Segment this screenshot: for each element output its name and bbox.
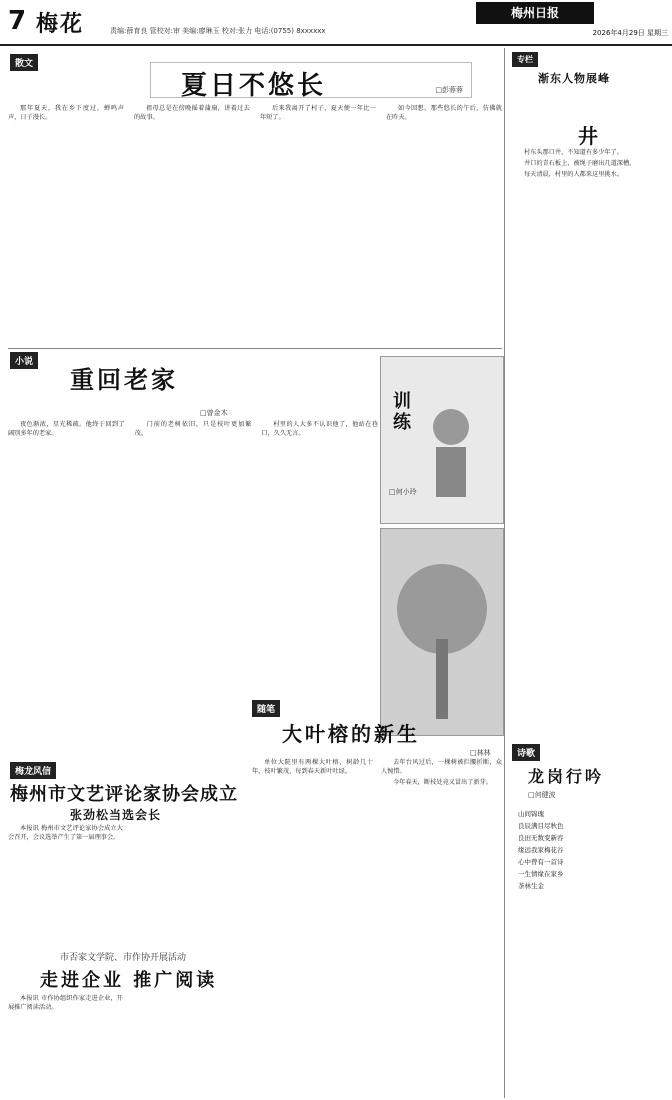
essay-author: □彭蓉蓉 xyxy=(435,86,463,94)
essay-tag: 散文 xyxy=(10,54,38,71)
picture-author: □何小玲 xyxy=(389,488,417,496)
masthead xyxy=(0,0,672,46)
essay2-title: 大叶榕的新生 xyxy=(282,722,420,746)
story-tag: 小说 xyxy=(10,352,38,369)
essay-body: 那年夏天，我在乡下度过，蝉鸣声声，日子漫长。 祖母总是在傍晚摇着蒲扇，讲着过去的故事。 后来我离开了村子，夏天便一年比一年短了。 如今回想，那些悠长的午后，仿佛就在昨天。 xyxy=(8,105,502,122)
story-title-well: 井 xyxy=(578,124,601,148)
dateline: 2026年4月29日 星期三 xyxy=(592,29,668,37)
training-illustration-icon xyxy=(381,357,503,523)
story-body: 夜色渐浓，星光稀疏。他终于回到了阔别多年的老家。 门前的老树依旧，只是枝叶更加繁茂。 村里的人大多不认识他了，他站在巷口，久久无言。 xyxy=(8,421,378,438)
well-body: 村东头那口井，不知道有多少年了。 井口的青石板上，被绳子磨出几道深槽。 每天清晨，村里的人都来这里挑水。 xyxy=(524,149,636,179)
sidebar xyxy=(508,48,670,1098)
poem-line: 良辰满目尽秋色 xyxy=(518,822,564,830)
photo xyxy=(380,528,504,736)
page-number: 7 xyxy=(8,6,27,36)
divider xyxy=(8,348,502,349)
news-tag: 梅龙风信 xyxy=(10,762,56,779)
credits: 责编:薛育良 管校对:审 美编:廖琳玉 校对:张力 电话:(0755) 8xxxxxx xyxy=(110,27,326,35)
news2-kicker: 市否家文学院、市作协开展活动 xyxy=(60,953,187,963)
essay-title-box xyxy=(150,62,472,101)
column-divider xyxy=(504,48,505,1098)
brand-logo: 梅州日报 xyxy=(476,2,594,24)
poem-author: □何健波 xyxy=(528,791,556,799)
essay2-tag: 随笔 xyxy=(252,700,280,717)
poem-line: 山间锦瑰 xyxy=(518,810,544,818)
section-name: 梅花 xyxy=(36,11,85,37)
poetry-tag: 诗歌 xyxy=(512,744,540,761)
picture-title: 训练 xyxy=(390,391,411,433)
news2-body: 本报讯 市作协组织作家走进企业，开展推广阅读活动。 xyxy=(8,995,123,1012)
poem-line: 茶林生金 xyxy=(518,882,544,890)
news1-headline: 梅州市文艺评论家协会成立 xyxy=(10,784,238,805)
poem-title: 龙岗行吟 xyxy=(528,767,605,786)
column-tag: 专栏 xyxy=(512,52,538,67)
poem-line: 缘远我家梅花谷 xyxy=(518,846,564,854)
story-author: □曾金木 xyxy=(200,409,228,417)
column-name: 渐东人物展峰 xyxy=(538,72,610,85)
news1-subhead: 张劲松当选会长 xyxy=(70,808,162,822)
story-title: 重回老家 xyxy=(70,365,178,394)
poem-line: 心中曾有一首诗 xyxy=(518,858,564,866)
essay-title: 夏日不悠长 xyxy=(181,71,327,101)
poem-line: 一生情缘在家乡 xyxy=(518,870,564,878)
essay2-body: 单位大院里有两棵大叶榕，树龄几十年，枝叶繁茂，每到春天新叶吐绿。 去年台风过后，一棵树被拦腰折断，众人惋惜。 今年春天，断枝处竟又冒出了新芽。 xyxy=(252,759,502,787)
news1-body: 本报讯 梅州市文艺评论家协会成立大会召开，会议选举产生了第一届理事会。 xyxy=(8,825,123,842)
illustration xyxy=(380,356,504,524)
essay2-author: □林林 xyxy=(470,749,491,757)
poem-line: 良田无数变新容 xyxy=(518,834,564,842)
banyan-photo-icon xyxy=(381,529,503,735)
news2-headline: 走进企业 推广阅读 xyxy=(40,970,218,991)
poem-lines xyxy=(518,808,668,892)
